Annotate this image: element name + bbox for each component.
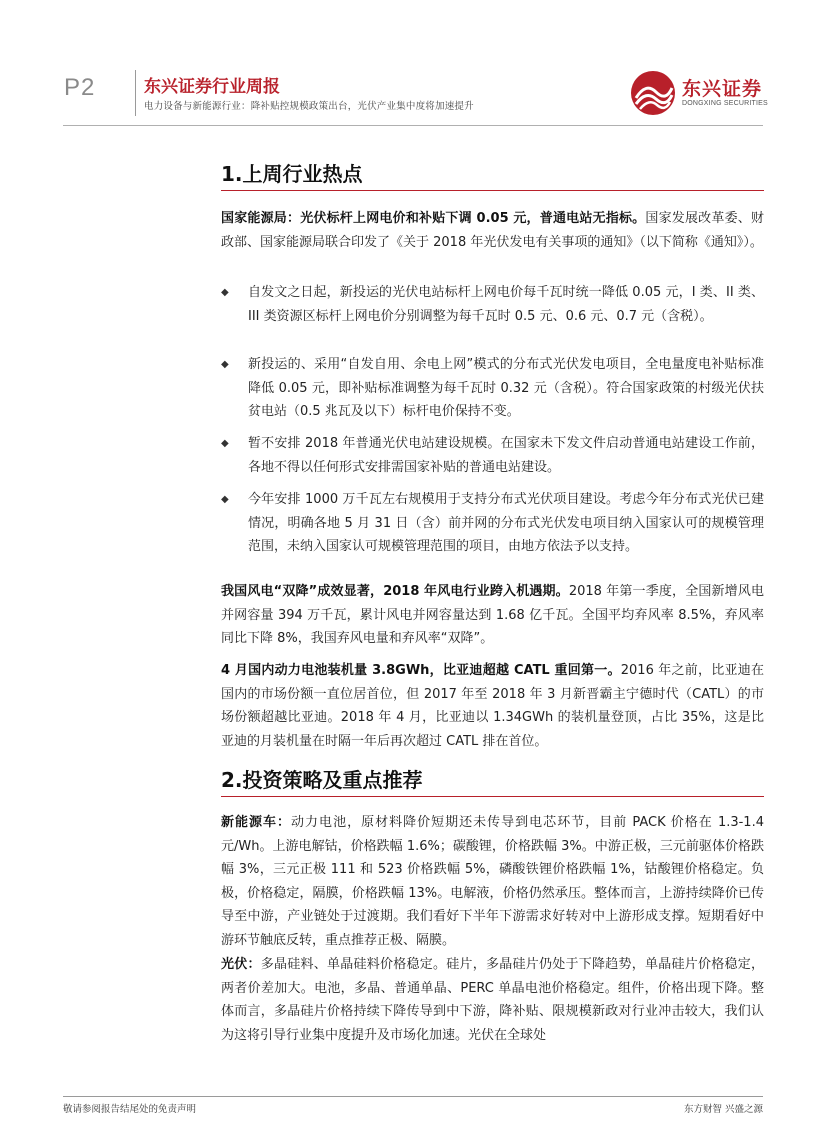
paragraph-lead: 我国风电“双降”成效显著，2018 年风电行业跨入机遇期。: [221, 584, 569, 599]
report-title: 东兴证券行业周报: [144, 77, 280, 97]
paragraph-lead: 光伏：: [221, 957, 261, 972]
paragraph-body: 国家发展改革委、财政部、国家能源局联合印发了《关于 2018 年光伏发电有关事项的通知》（以下简称《通知》）。: [221, 211, 764, 250]
paragraph-body: 动力电池，原材料降价短期还未传导到电芯环节，目前 PACK 价格在 1.3-1.4 元/Wh。上游电解钴，价格跌幅 1.6%；碳酸锂，价格跌幅 3%。中游正极，三元前驱体价格跌幅 3%，三元正极 111 和 523 价格跌幅 5%，磷酸铁锂价格跌幅 1%，钴酸锂价格稳定。负极，价格稳定，隔膜，价格跌幅 13%。电解液，价格仍然承压。整体而言，上游持续降价已传导至中游，产业链处于过渡期。我们看好下半年下游需求好转对中上游形成支撑。短期看好中游环节触底反转，重点推荐正极、隔膜。: [221, 815, 764, 948]
bullet-icon: ◆: [221, 359, 229, 370]
paragraph-body: 2018 年第一季度，全国新增风电并网容量 394 万千瓦，累计风电并网容量达到 1.68 亿千瓦。全国平均弃风率 8.5%，弃风率同比下降 8%，我国弃风电量和弃风率“双降”。: [221, 584, 765, 646]
bullet-icon: ◆: [221, 494, 229, 505]
bullet-icon: ◆: [221, 438, 229, 449]
logo-text-en: DONGXING SECURITIES: [682, 100, 768, 107]
report-subtitle: 电力设备与新能源行业：降补贴控规模政策出台，光伏产业集中度将加速提升: [144, 101, 474, 112]
hotspot-paragraph-3: [221, 659, 764, 753]
paragraph-lead: 新能源车：: [221, 815, 292, 830]
bullet-item: 暂不安排 2018 年普通光伏电站建设规模。在国家未下发文件启动普通电站建设工作前，各地不得以任何形式安排需国家补贴的普通电站建设。: [248, 436, 764, 475]
footer-rule: [63, 1096, 763, 1097]
bullet-item: 自发文之日起，新投运的光伏电站标杆上网电价每千瓦时统一降低 0.05 元，I 类、II 类、III 类资源区标杆上网电价分别调整为每千瓦时 0.5 元、0.6 元、0.7 元（含税）。: [248, 285, 764, 324]
hotspot-paragraph-1: [221, 207, 764, 254]
page-header: [0, 0, 827, 130]
section-2-rule: [221, 796, 764, 797]
section-1-rule: [221, 190, 764, 191]
footer-slogan: 东方财智 兴盛之源: [683, 1104, 763, 1115]
strategy-paragraph-ev: [221, 811, 764, 952]
hotspot-paragraph-2: [221, 580, 764, 651]
paragraph-lead: 4 月国内动力电池装机量 3.8GWh，比亚迪超越 CATL 重回第一。: [221, 663, 621, 678]
page-number: P2: [64, 74, 96, 101]
paragraph-body: 2016 年之前，比亚迪在国内的市场份额一直位居首位，但 2017 年至 2018 年 3 月新晋霸主宁德时代（CATL）的市场份额超越比亚迪。2018 年 4 月，比亚迪以 1.34GWh 的装机量登顶，占比 35%，这是比亚迪的月装机量在时隔一年后再次超过 CATL 排在首位。: [221, 663, 765, 749]
footer-disclaimer: 敬请参阅报告结尾处的免责声明: [63, 1104, 197, 1115]
logo-text-cn: 东兴证券: [682, 78, 763, 100]
bullet-item: 新投运的、采用“自发自用、余电上网”模式的分布式光伏发电项目，全电量度电补贴标准降低 0.05 元，即补贴标准调整为每千瓦时 0.32 元（含税）。符合国家政策的村级光伏扶贫电站（0.5 兆瓦及以下）标杆电价保持不变。: [248, 357, 764, 419]
bullet-icon: ◆: [221, 287, 229, 298]
header-rule: [63, 125, 763, 126]
paragraph-lead: 国家能源局：光伏标杆上网电价和补贴下调 0.05 元，普通电站无指标。: [221, 211, 646, 226]
strategy-paragraph-pv: [221, 953, 764, 1047]
dongxing-logo-icon: [630, 70, 676, 116]
section-1-title: 1.上周行业热点: [221, 162, 363, 186]
company-logo: [630, 70, 770, 118]
header-divider: [135, 70, 136, 116]
section-2-title: 2.投资策略及重点推荐: [221, 768, 423, 792]
bullet-item: 今年安排 1000 万千瓦左右规模用于支持分布式光伏项目建设。考虑今年分布式光伏已建情况，明确各地 5 月 31 日（含）前并网的分布式光伏发电项目纳入国家认可的规模管理范围，未纳入国家认可规模管理范围的项目，由地方依法予以支持。: [248, 492, 764, 554]
paragraph-body: 多晶硅料、单晶硅料价格稳定。硅片，多晶硅片仍处于下降趋势，单晶硅片价格稳定，两者价差加大。电池，多晶、普通单晶、PERC 单晶电池价格稳定。组件，价格出现下降。整体而言，多晶硅片价格持续下降传导到中下游，降补贴、限规模新政对行业冲击较大，我们认为这将引导行业集中度提升及市场化加速。光伏在全球处: [221, 957, 764, 1043]
